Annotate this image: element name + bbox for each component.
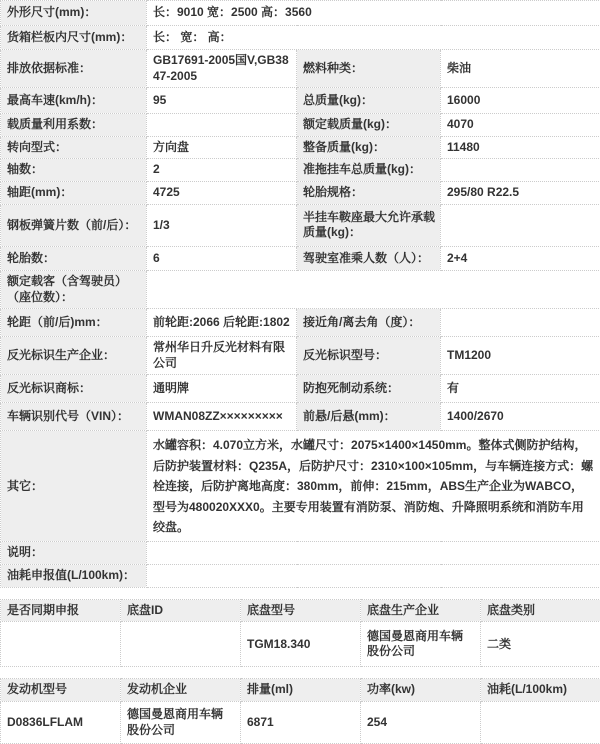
engine-power: 254 [361, 702, 481, 744]
spec-label: 载质量利用系数： [1, 114, 147, 137]
engine-displacement: 6871 [241, 702, 361, 744]
spec-value-seats [147, 270, 600, 308]
spec-label: 轴数： [1, 159, 147, 182]
spec-value-reflector-model: TM1200 [441, 337, 600, 375]
spec-value-saddle-load [441, 204, 600, 246]
engine-table [0, 678, 600, 744]
table-row [1, 702, 600, 744]
spec-label: 车辆识别代号（VIN）： [1, 403, 147, 431]
engine-model: D0836LFLAM [1, 702, 121, 744]
spec-label: 前悬/后悬(mm)： [297, 403, 441, 431]
engine-header: 排量(ml) [241, 679, 361, 702]
spec-label: 防抱死制动系统： [297, 375, 441, 403]
chassis-header: 底盘ID [121, 599, 241, 622]
spec-value-cab-passengers: 2+4 [441, 246, 600, 270]
spec-label: 钢板弹簧片数（前/后）： [1, 204, 147, 246]
spec-value-steering: 方向盘 [147, 136, 297, 159]
spec-value-load-factor [147, 114, 297, 137]
engine-header: 发动机型号 [1, 679, 121, 702]
spec-label: 燃料种类： [297, 50, 441, 88]
spec-label: 整备质量(kg)： [297, 136, 441, 159]
spec-label: 轮胎规格： [297, 181, 441, 204]
spec-label: 油耗申报值(L/100km)： [1, 564, 147, 587]
spec-label: 转向型式： [1, 136, 147, 159]
chassis-header: 底盘型号 [241, 599, 361, 622]
spec-value-notes [147, 542, 600, 565]
spec-value-springs: 1/3 [147, 204, 297, 246]
chassis-table [0, 599, 600, 668]
spec-value-reflector-brand: 通明牌 [147, 375, 297, 403]
spec-value-rated-load: 4070 [441, 114, 600, 137]
spec-label: 外形尺寸(mm)： [1, 1, 147, 26]
spec-label: 轮胎数： [1, 246, 147, 270]
engine-maker: 德国曼恩商用车辆股份公司 [121, 702, 241, 744]
spec-label: 反光标识生产企业： [1, 337, 147, 375]
spec-label: 额定载客（含驾驶员）（座位数）： [1, 270, 147, 308]
chassis-id [121, 622, 241, 667]
spec-value-dimensions: 长：9010 宽：2500 高：3560 [147, 1, 600, 26]
spec-label: 其它： [1, 431, 147, 542]
spec-label: 货箱栏板内尺寸(mm)： [1, 26, 147, 50]
spec-label: 排放依据标准： [1, 50, 147, 88]
engine-header: 功率(kw) [361, 679, 481, 702]
spec-value-wheelbase: 4725 [147, 181, 297, 204]
spec-value-vin: WMAN08ZZ××××××××× [147, 403, 297, 431]
spec-value-reflector-maker: 常州华日升反光材料有限公司 [147, 337, 297, 375]
spec-label: 驾驶室准乘人数（人）： [297, 246, 441, 270]
spec-value-tire-count: 6 [147, 246, 297, 270]
spec-value-gross-mass: 16000 [441, 88, 600, 114]
spec-value-other: 水罐容积：4.070立方米，水罐尺寸：2075×1400×1450mm。整体式侧防护结构，后防护装置材料：Q235A，后防护尺寸：2310×100×105mm，与车辆连接方式：螺栓连接，后防护离地高度：380mm，前伸：215mm，ABS生产企业为WABCO，型号为480020XXX0。主要专用装置有消防泵、消防炮、升降照明系统和消防车用绞盘。 [147, 431, 600, 542]
spec-label: 轴距(mm)： [1, 181, 147, 204]
spec-value-tire-spec: 295/80 R22.5 [441, 181, 600, 204]
spec-label: 反光标识型号： [297, 337, 441, 375]
engine-fuel-consumption [481, 702, 600, 744]
spec-label: 最高车速(km/h)： [1, 88, 147, 114]
spec-value-axles: 2 [147, 159, 297, 182]
chassis-category: 二类 [481, 622, 600, 667]
spec-label: 接近角/离去角（度）： [297, 309, 441, 337]
spec-value-trailer-mass [441, 159, 600, 182]
chassis-header: 底盘生产企业 [361, 599, 481, 622]
spec-value-max-speed: 95 [147, 88, 297, 114]
chassis-model: TGM18.340 [241, 622, 361, 667]
chassis-maker: 德国曼恩商用车辆股份公司 [361, 622, 481, 667]
spec-label: 准拖挂车总质量(kg)： [297, 159, 441, 182]
spec-value-abs: 有 [441, 375, 600, 403]
spec-value-track: 前轮距:2066 后轮距:1802 [147, 309, 297, 337]
spec-value-curb-mass: 11480 [441, 136, 600, 159]
spec-label: 说明： [1, 542, 147, 565]
spec-value-cargo-box: 长： 宽： 高： [147, 26, 600, 50]
spec-label: 额定载质量(kg)： [297, 114, 441, 137]
spec-label: 轮距（前/后)mm： [1, 309, 147, 337]
engine-header: 发动机企业 [121, 679, 241, 702]
spec-value-angles [441, 309, 600, 337]
engine-header: 油耗(L/100km) [481, 679, 600, 702]
table-row [1, 622, 600, 667]
chassis-header: 底盘类别 [481, 599, 600, 622]
chassis-declared [1, 622, 121, 667]
chassis-header: 是否同期申报 [1, 599, 121, 622]
spec-value-fuel-declared [147, 564, 600, 587]
spec-label: 反光标识商标： [1, 375, 147, 403]
spec-value-emission: GB17691-2005国V,GB3847-2005 [147, 50, 297, 88]
spec-label: 总质量(kg)： [297, 88, 441, 114]
spec-value-fuel: 柴油 [441, 50, 600, 88]
spec-value-overhang: 1400/2670 [441, 403, 600, 431]
spec-label: 半挂车鞍座最大允许承载质量(kg)： [297, 204, 441, 246]
